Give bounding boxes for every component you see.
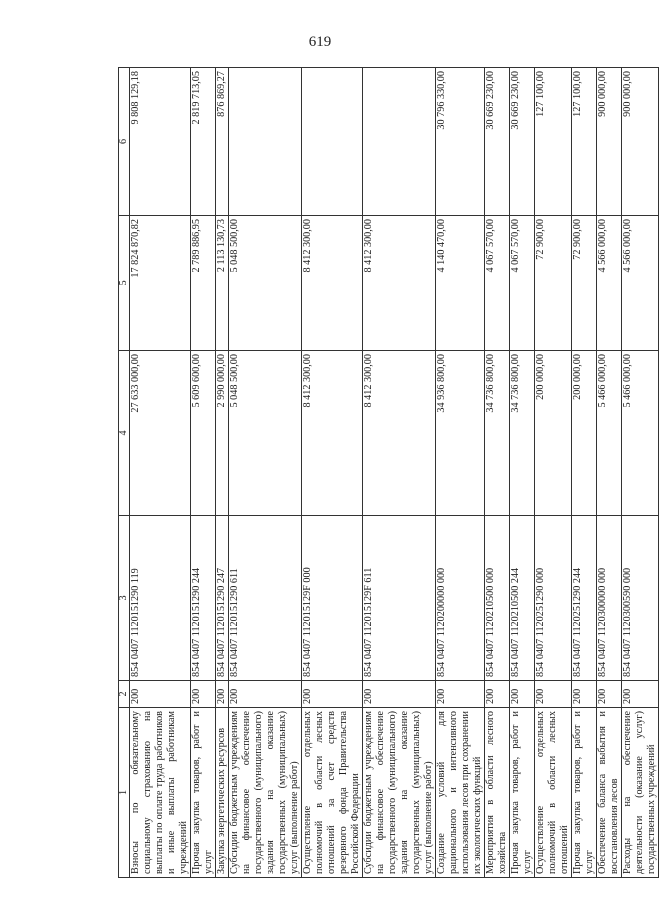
row-name: Осуществление отдельных полномочий в области лесных отношений: [535, 708, 572, 878]
table-row: [622, 68, 659, 878]
header-row: [119, 68, 130, 878]
row-col5: 4 067 570,00: [510, 216, 535, 351]
row-code: 200: [191, 681, 216, 708]
row-col6: 876 869,27: [216, 68, 229, 216]
table-row: [229, 68, 302, 878]
row-name: Прочая закупка товаров, работ и услуг: [191, 708, 216, 878]
table-row: [572, 68, 597, 878]
row-col5: 5 048 500,00: [229, 216, 302, 351]
row-code: 200: [229, 681, 302, 708]
row-col5: 8 412 300,00: [363, 216, 436, 351]
row-kbk: 854 0407 112015129F 000: [302, 516, 363, 681]
row-col5: 2 789 886,95: [191, 216, 216, 351]
table-row: [302, 68, 363, 878]
row-code: 200: [485, 681, 510, 708]
row-kbk: 854 0407 1120151290 611: [229, 516, 302, 681]
row-col5: 4 067 570,00: [485, 216, 510, 351]
table-row: [363, 68, 436, 878]
row-col6: [302, 68, 363, 216]
column-header: 2: [119, 681, 130, 708]
table-row: [485, 68, 510, 878]
row-name: Обеспечение баланса выбытия и восстановления лесов: [597, 708, 622, 878]
row-code: 200: [622, 681, 659, 708]
row-col6: 900 000,00: [597, 68, 622, 216]
row-kbk: 854 0407 1120151290 247: [216, 516, 229, 681]
row-col4: 2 990 000,00: [216, 351, 229, 516]
column-header: 4: [119, 351, 130, 516]
row-code: 200: [130, 681, 191, 708]
table-row: [216, 68, 229, 878]
table-row: [535, 68, 572, 878]
row-code: 200: [572, 681, 597, 708]
row-col4: 34 736 800,00: [510, 351, 535, 516]
row-col4: 27 633 000,00: [130, 351, 191, 516]
table-body: [130, 68, 659, 878]
row-name: Расходы на обеспечение деятельности (оказание услуг) государственных учреждений: [622, 708, 659, 878]
row-col5: 4 566 000,00: [597, 216, 622, 351]
table-row: [510, 68, 535, 878]
row-code: 200: [597, 681, 622, 708]
rotated-table-container: [118, 68, 657, 878]
row-col5: 17 824 870,82: [130, 216, 191, 351]
row-kbk: 854 0407 1120251290 000: [535, 516, 572, 681]
row-code: 200: [216, 681, 229, 708]
row-col6: 30 796 330,00: [436, 68, 485, 216]
page-number: 619: [308, 34, 332, 50]
row-name: Закупка энергетических ресурсов: [216, 708, 229, 878]
row-code: 200: [436, 681, 485, 708]
row-kbk: 854 0407 112015129F 611: [363, 516, 436, 681]
row-col4: 5 466 000,00: [622, 351, 659, 516]
column-header: 5: [119, 216, 130, 351]
row-col4: 200 000,00: [535, 351, 572, 516]
row-code: 200: [363, 681, 436, 708]
row-kbk: 854 0407 1120300000 000: [597, 516, 622, 681]
row-name: Прочая закупка товаров, работ и услуг: [572, 708, 597, 878]
row-col6: 127 100,00: [535, 68, 572, 216]
row-col6: 900 000,00: [622, 68, 659, 216]
row-col5: 72 900,00: [535, 216, 572, 351]
row-col6: 30 669 230,00: [510, 68, 535, 216]
row-col4: 5 609 600,00: [191, 351, 216, 516]
row-name: Прочая закупка товаров, работ и услуг: [510, 708, 535, 878]
row-col6: 9 808 129,18: [130, 68, 191, 216]
table-row: [436, 68, 485, 878]
row-col6: [363, 68, 436, 216]
row-col5: 8 412 300,00: [302, 216, 363, 351]
row-col4: 34 736 800,00: [485, 351, 510, 516]
row-name: Субсидии бюджетным учреждениям на финансовое обеспечение государственного (муниципального) задания на оказание государственных (муниципальных) услуг (выполнение работ): [229, 708, 302, 878]
row-kbk: 854 0407 1120200000 000: [436, 516, 485, 681]
row-code: 200: [302, 681, 363, 708]
row-kbk: 854 0407 1120151290 244: [191, 516, 216, 681]
row-col6: 127 100,00: [572, 68, 597, 216]
row-col4: 5 466 000,00: [597, 351, 622, 516]
row-col5: 72 900,00: [572, 216, 597, 351]
row-kbk: 854 0407 1120151290 119: [130, 516, 191, 681]
row-col4: 34 936 800,00: [436, 351, 485, 516]
row-col4: 8 412 300,00: [302, 351, 363, 516]
row-col4: 8 412 300,00: [363, 351, 436, 516]
row-name: Мероприятия в области лесного хозяйства: [485, 708, 510, 878]
row-col5: 2 113 130,73: [216, 216, 229, 351]
column-header: 6: [119, 68, 130, 216]
row-kbk: 854 0407 1120210500 244: [510, 516, 535, 681]
table-row: [191, 68, 216, 878]
row-kbk: 854 0407 1120251290 244: [572, 516, 597, 681]
column-header: 3: [119, 516, 130, 681]
row-col5: 4 140 470,00: [436, 216, 485, 351]
row-name: Осуществление отдельных полномочий в области лесных отношений за счет средств резервного фонда Правительства Российской Федерации: [302, 708, 363, 878]
table-row: [597, 68, 622, 878]
row-kbk: 854 0407 1120300590 000: [622, 516, 659, 681]
row-code: 200: [510, 681, 535, 708]
row-col6: 2 819 713,05: [191, 68, 216, 216]
table-row: [130, 68, 191, 878]
column-header: 1: [119, 708, 130, 878]
row-name: Создание условий для рационального и интенсивного использования лесов при сохранении их экологических функций: [436, 708, 485, 878]
row-col6: 30 669 230,00: [485, 68, 510, 216]
row-name: Взносы по обязательному социальному страхованию на выплаты по оплате труда работников и иные выплаты работникам учреждений: [130, 708, 191, 878]
row-kbk: 854 0407 1120210500 000: [485, 516, 510, 681]
row-col6: [229, 68, 302, 216]
row-col4: 5 048 500,00: [229, 351, 302, 516]
row-col5: 4 566 000,00: [622, 216, 659, 351]
row-code: 200: [535, 681, 572, 708]
row-name: Субсидии бюджетным учреждениям на финансовое обеспечение государственного (муниципального) задания на оказание государственных (муниципальных) услуг (выполнение работ): [363, 708, 436, 878]
budget-table: [118, 67, 659, 878]
row-col4: 200 000,00: [572, 351, 597, 516]
